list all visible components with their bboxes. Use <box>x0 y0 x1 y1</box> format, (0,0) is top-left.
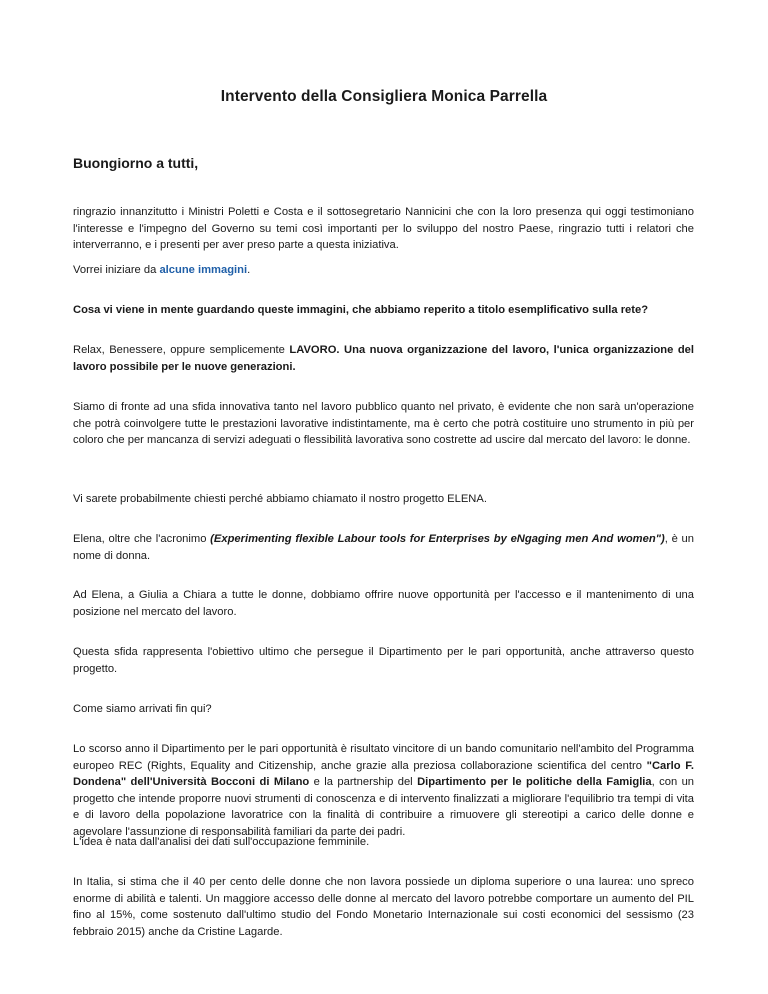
paragraph-question: Cosa vi viene in mente guardando queste immagini, che abbiamo reperito a titolo esemplificativo sulla rete? <box>73 304 649 316</box>
bold-text: LAVORO. Una nuova organizzazione del lavoro, l'unica organizzazione del lavoro possibile per le nuove generazioni. <box>73 344 694 373</box>
paragraph-how: Come siamo arrivati fin qui? <box>73 703 212 715</box>
text: , è un nome di donna. <box>73 533 694 562</box>
paragraph-project <box>73 741 694 840</box>
paragraph-acronym <box>73 531 694 564</box>
paragraph-objective: Questa sfida rappresenta l'obiettivo ultimo che persegue il Dipartimento per le pari opportunità, anche attraverso questo progetto. <box>73 646 694 675</box>
paragraph-lavoro <box>73 342 694 375</box>
page-title: Intervento della Consigliera Monica Parrella <box>220 88 548 105</box>
text: Elena, oltre che l'acronimo <box>73 533 211 545</box>
paragraph-challenge: Siamo di fronte ad una sfida innovativa tanto nel lavoro pubblico quanto nel privato, è evidente che non sarà un'operazione che potrà coinvolgere tutte le prestazioni lavorative indistintamente, ma è certo che potrà costituire uno strumento in più per coloro che per mancanza di servizi adeguati o flessibilità lavorativa sono costrette ad uscire dal mercato del lavoro: le donne. <box>73 401 694 446</box>
paragraph-opportunities: Ad Elena, a Giulia a Chiara a tutte le donne, dobbiamo offrire nuove opportunità per l'accesso e il mantenimento di una posizione nel mercato del lavoro. <box>73 589 694 618</box>
text: Relax, Benessere, oppure semplicemente <box>73 344 290 356</box>
bold-text: Dipartimento per le politiche della Famiglia <box>417 776 652 788</box>
paragraph-images-intro <box>73 262 694 279</box>
text: Vorrei iniziare da <box>73 264 160 276</box>
text: , con un progetto che intende proporre nuovi strumenti di conoscenza e di intervento finalizzati a migliorare l'equilibrio tra tempi di vita e di lavoro della popolazione lavoratrice con la finalità di contribuire a rimuovere gli stereotipi a carico delle donne e agevolare l'assunzione di responsabilità familiari da parte dei padri. <box>73 776 695 838</box>
paragraph-thanks: ringrazio innanzitutto i Ministri Poletti e Costa e il sottosegretario Nannicini che con la loro presenza qui oggi testimoniano l'interesse e l'impegno del Governo su temi così importanti per lo sviluppo del nostro Paese, ringrazio tutti i relatori che interverranno, e i presenti per aver preso parte a questa iniziativa. <box>73 206 694 251</box>
text: Lo scorso anno il Dipartimento per le pari opportunità è risultato vincitore di un bando comunitario nell'ambito del Programma europeo REC (Rights, Equality and Citizenship, anche grazie alla preziosa collaborazione scientifica del centro <box>73 743 694 772</box>
acronym-text: (Experimenting flexible Labour tools for Enterprises by eNgaging men And women") <box>210 533 665 545</box>
highlight-link[interactable]: alcune immagini <box>159 264 248 276</box>
paragraph-idea: L'idea è nata dall'analisi dei dati sull'occupazione femminile. <box>73 836 370 848</box>
paragraph-stats: In Italia, si stima che il 40 per cento delle donne che non lavora possiede un diploma superiore o una laurea: uno spreco enorme di abilità e talenti. Un maggiore accesso delle donne al mercato del lavoro potrebbe comportare un aumento del PIL fino al 15%, come sostenuto dall'ultimo studio del Fondo Monetario Internazionale sui costi economici del sessismo (23 febbraio 2015) anche da Cristine Lagarde. <box>73 876 694 938</box>
greeting: Buongiorno a tutti, <box>73 155 199 171</box>
text: e la partnership del <box>309 776 418 788</box>
text: . <box>247 264 251 276</box>
paragraph-elena-question: Vi sarete probabilmente chiesti perché abbiamo chiamato il nostro progetto ELENA. <box>73 493 487 505</box>
bold-text: "Carlo F. Dondena" dell'Università Bocconi di Milano <box>73 759 694 788</box>
